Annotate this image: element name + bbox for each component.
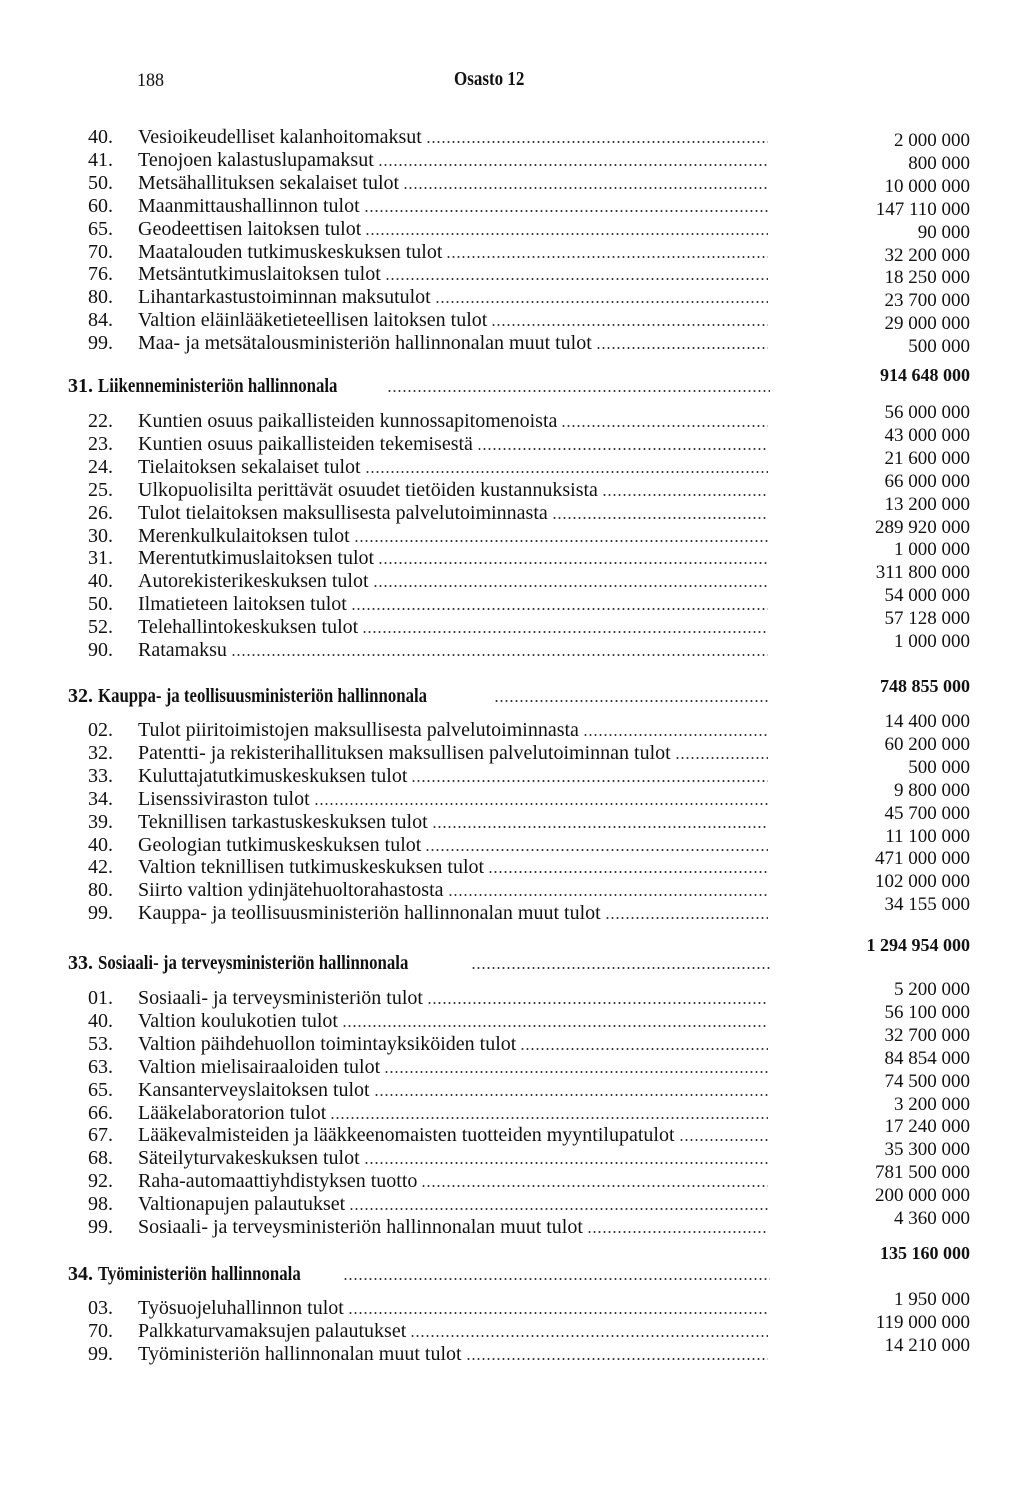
item-number: 42. xyxy=(88,856,113,879)
dot-leader xyxy=(587,1231,768,1233)
item-number: 99. xyxy=(88,332,113,355)
item-label: Kauppa- ja teollisuusministeriön hallinnonalan muut tulot xyxy=(138,902,601,925)
item-number: 40. xyxy=(88,833,113,856)
section-heading xyxy=(68,374,770,398)
list-item xyxy=(88,718,768,742)
section-number: 34. xyxy=(68,1263,93,1285)
item-number: 60. xyxy=(88,194,113,217)
dot-leader xyxy=(364,210,768,212)
list-item xyxy=(88,478,768,502)
item-number: 24. xyxy=(88,455,113,478)
item-number: 80. xyxy=(88,879,113,902)
list-item xyxy=(88,1169,768,1193)
section-heading xyxy=(68,684,770,708)
item-label: Kuntien osuus paikallisteiden kunnossapitomenoista xyxy=(138,410,558,432)
item-amount: 5 200 000 xyxy=(894,979,970,1000)
item-amount: 84 854 000 xyxy=(884,1047,970,1069)
item-number: 40. xyxy=(88,126,113,148)
item-number: 70. xyxy=(88,1319,113,1342)
list-item xyxy=(88,1146,768,1170)
item-amount: 3 200 000 xyxy=(894,1093,970,1115)
page-number: 188 xyxy=(137,70,165,91)
section-number: 31. xyxy=(68,375,93,397)
item-number: 76. xyxy=(88,263,113,286)
item-label: Merentutkimuslaitoksen tulot xyxy=(138,547,375,570)
dot-leader xyxy=(378,164,768,166)
item-amount: 60 200 000 xyxy=(884,733,970,755)
list-item xyxy=(88,409,768,433)
dot-leader xyxy=(343,1278,770,1280)
item-amount: 57 128 000 xyxy=(884,608,970,630)
item-amount: 9 800 000 xyxy=(894,779,970,801)
item-amount: 800 000 xyxy=(908,152,970,174)
item-number: 33. xyxy=(88,764,113,787)
item-label: Telehallintokeskuksen tulot xyxy=(138,616,359,639)
list-item xyxy=(88,1123,768,1147)
dot-leader xyxy=(342,1025,768,1027)
dot-leader xyxy=(373,585,768,587)
item-number: 80. xyxy=(88,286,113,309)
item-number: 40. xyxy=(88,1009,113,1032)
list-item xyxy=(88,524,768,548)
item-number: 99. xyxy=(88,1216,113,1238)
item-label: Patentti- ja rekisterihallituksen maksullisen palvelutoiminnan tulot xyxy=(138,741,671,764)
item-number: 66. xyxy=(88,1101,113,1124)
item-label: Palkkaturvamaksujen palautukset xyxy=(138,1319,407,1342)
dot-leader xyxy=(365,471,768,473)
item-amount: 29 000 000 xyxy=(884,313,970,335)
section-heading xyxy=(68,951,770,975)
item-label: Tielaitoksen sekalaiset tulot xyxy=(138,455,361,478)
list-item xyxy=(88,1055,768,1079)
item-label: Ratamaksu xyxy=(138,639,227,661)
item-number: 84. xyxy=(88,309,113,332)
item-label: Tenojoen kalastuslupamaksut xyxy=(138,148,374,171)
item-number: 39. xyxy=(88,810,113,833)
item-label: Valtion teknillisen tutkimuskeskuksen tulot xyxy=(138,856,485,879)
dot-leader xyxy=(596,347,768,349)
item-amount: 289 920 000 xyxy=(875,516,970,538)
dot-leader xyxy=(471,967,770,969)
list-item xyxy=(88,901,768,925)
item-number: 32. xyxy=(88,741,113,764)
item-number: 25. xyxy=(88,478,113,501)
item-number: 22. xyxy=(88,410,113,432)
dot-leader xyxy=(364,1162,768,1164)
dot-leader xyxy=(675,757,768,759)
item-number: 41. xyxy=(88,148,113,171)
section-total: 1 294 954 000 xyxy=(866,935,970,955)
item-amount: 500 000 xyxy=(908,336,970,358)
dot-leader xyxy=(410,1335,768,1337)
item-amount: 56 000 000 xyxy=(884,402,970,423)
item-amount: 1 000 000 xyxy=(894,539,970,561)
item-number: 52. xyxy=(88,616,113,639)
item-amount: 54 000 000 xyxy=(884,585,970,607)
dot-leader xyxy=(679,1139,768,1141)
dot-leader xyxy=(387,390,770,392)
dot-leader xyxy=(602,494,768,496)
dot-leader xyxy=(432,826,768,828)
item-number: 90. xyxy=(88,639,113,661)
dot-leader xyxy=(583,734,768,736)
list-item xyxy=(88,455,768,479)
item-amount: 35 300 000 xyxy=(884,1139,970,1161)
item-amount: 471 000 000 xyxy=(875,848,970,870)
item-number: 99. xyxy=(88,1342,113,1365)
dot-leader xyxy=(427,1002,768,1004)
dot-leader xyxy=(314,803,768,805)
dot-leader xyxy=(494,700,770,702)
item-label: Tulot tielaitoksen maksullisesta palvelutoiminnasta xyxy=(138,501,548,524)
list-item xyxy=(88,1342,768,1366)
item-label: Tulot piiritoimistojen maksullisesta palvelutoiminnasta xyxy=(138,719,579,741)
item-number: 40. xyxy=(88,570,113,593)
dot-leader xyxy=(384,1071,768,1073)
item-amount: 45 700 000 xyxy=(884,802,970,824)
dot-leader xyxy=(435,301,768,303)
item-number: 03. xyxy=(88,1297,113,1319)
item-amount: 11 100 000 xyxy=(885,825,970,847)
list-item xyxy=(88,432,768,456)
list-item xyxy=(88,833,768,857)
item-label: Valtion koulukotien tulot xyxy=(138,1009,338,1032)
list-item xyxy=(88,546,768,570)
item-label: Kuntien osuus paikallisteiden tekemisestä xyxy=(138,432,473,455)
dot-leader xyxy=(403,187,768,189)
list-item xyxy=(88,240,768,264)
item-label: Raha-automaattiyhdistyksen tuotto xyxy=(138,1170,418,1193)
item-number: 70. xyxy=(88,240,113,263)
list-item xyxy=(88,986,768,1010)
dot-leader xyxy=(374,1094,768,1096)
item-label: Ilmatieteen laitoksen tulot xyxy=(138,593,347,616)
page-title: Osasto 12 xyxy=(454,68,525,90)
list-item xyxy=(88,855,768,879)
dot-leader xyxy=(605,917,768,919)
dot-leader xyxy=(362,631,768,633)
section-number: 33. xyxy=(68,952,93,974)
item-amount: 66 000 000 xyxy=(884,470,970,492)
item-amount: 90 000 xyxy=(917,221,970,243)
item-amount: 74 500 000 xyxy=(884,1070,970,1092)
item-number: 92. xyxy=(88,1170,113,1193)
item-label: Ulkopuolisilta perittävät osuudet tietöiden kustannuksista xyxy=(138,478,598,501)
section-title: Sosiaali- ja terveysministeriön hallinnonala xyxy=(98,952,409,974)
section-total: 914 648 000 xyxy=(880,365,970,385)
item-amount: 311 800 000 xyxy=(875,562,970,584)
dot-leader xyxy=(448,894,768,896)
list-item xyxy=(88,787,768,811)
item-amount: 1 950 000 xyxy=(894,1289,970,1310)
item-label: Lihantarkastustoiminnan maksutulot xyxy=(138,286,431,309)
item-label: Vesioikeudelliset kalanhoitomaksut xyxy=(138,126,422,148)
item-label: Valtion päihdehuollon toimintayksiköiden tulot xyxy=(138,1032,517,1055)
item-number: 34. xyxy=(88,787,113,810)
item-label: Työministeriön hallinnonalan muut tulot xyxy=(138,1342,462,1365)
dot-leader xyxy=(426,141,768,143)
item-label: Lisenssiviraston tulot xyxy=(138,787,310,810)
item-amount: 102 000 000 xyxy=(875,871,970,893)
dot-leader xyxy=(561,425,768,427)
list-item xyxy=(88,1215,768,1239)
list-item xyxy=(88,1296,768,1320)
dot-leader xyxy=(477,448,768,450)
list-item xyxy=(88,764,768,788)
list-item xyxy=(88,501,768,525)
item-amount: 10 000 000 xyxy=(884,175,970,197)
list-item xyxy=(88,638,768,662)
list-item xyxy=(88,331,768,355)
item-number: 30. xyxy=(88,524,113,547)
item-label: Teknillisen tarkastuskeskuksen tulot xyxy=(138,810,428,833)
item-amount: 34 155 000 xyxy=(884,894,970,916)
item-amount: 119 000 000 xyxy=(875,1311,970,1333)
list-item xyxy=(88,308,768,332)
item-number: 50. xyxy=(88,171,113,194)
item-number: 65. xyxy=(88,1078,113,1101)
item-amount: 500 000 xyxy=(908,756,970,778)
item-number: 63. xyxy=(88,1055,113,1078)
dot-leader xyxy=(354,540,768,542)
item-label: Metsäntutkimuslaitoksen tulot xyxy=(138,263,381,286)
item-label: Kansanterveyslaitoksen tulot xyxy=(138,1078,370,1101)
item-number: 53. xyxy=(88,1032,113,1055)
list-item xyxy=(88,810,768,834)
dot-leader xyxy=(330,1117,768,1119)
item-number: 02. xyxy=(88,719,113,741)
dot-leader xyxy=(385,278,768,280)
item-number: 23. xyxy=(88,432,113,455)
item-label: Maanmittaushallinnon tulot xyxy=(138,194,360,217)
dot-leader xyxy=(421,1185,768,1187)
dot-leader xyxy=(365,233,768,235)
item-label: Lääkelaboratorion tulot xyxy=(138,1101,327,1124)
list-item xyxy=(88,285,768,309)
list-item xyxy=(88,1101,768,1125)
item-label: Geodeettisen laitoksen tulot xyxy=(138,217,362,240)
list-item xyxy=(88,1192,768,1216)
item-label: Metsähallituksen sekalaiset tulot xyxy=(138,171,400,194)
item-amount: 43 000 000 xyxy=(884,424,970,446)
dot-leader xyxy=(378,562,768,564)
item-label: Valtion mielisairaaloiden tulot xyxy=(138,1055,381,1078)
dot-leader xyxy=(425,849,768,851)
list-item xyxy=(88,569,768,593)
list-item xyxy=(88,217,768,241)
dot-leader xyxy=(446,256,768,258)
section-title: Liikenneministeriön hallinnonala xyxy=(98,375,338,397)
item-number: 68. xyxy=(88,1147,113,1170)
dot-leader xyxy=(411,780,768,782)
section-total: 135 160 000 xyxy=(880,1243,970,1263)
section-number: 32. xyxy=(68,685,93,707)
list-item xyxy=(88,1078,768,1102)
item-number: 31. xyxy=(88,547,113,570)
item-label: Lääkevalmisteiden ja lääkkeenomaisten tuotteiden myyntilupatulot xyxy=(138,1124,675,1147)
item-label: Säteilyturvakeskuksen tulot xyxy=(138,1147,360,1170)
dot-leader xyxy=(349,1208,768,1210)
item-amount: 17 240 000 xyxy=(884,1116,970,1138)
item-number: 67. xyxy=(88,1124,113,1147)
section-heading xyxy=(68,1262,770,1286)
item-amount: 23 700 000 xyxy=(884,290,970,312)
dot-leader xyxy=(231,654,768,656)
item-number: 99. xyxy=(88,902,113,925)
dot-leader xyxy=(552,517,768,519)
section-total: 748 855 000 xyxy=(880,676,970,696)
item-amount: 14 210 000 xyxy=(884,1334,970,1356)
item-label: Geologian tutkimuskeskuksen tulot xyxy=(138,833,422,856)
item-amount: 32 200 000 xyxy=(884,244,970,266)
item-amount: 21 600 000 xyxy=(884,447,970,469)
item-label: Merenkulkulaitoksen tulot xyxy=(138,524,350,547)
item-label: Valtionapujen palautukset xyxy=(138,1193,346,1216)
list-item xyxy=(88,1009,768,1033)
dot-leader xyxy=(488,871,768,873)
list-item xyxy=(88,615,768,639)
item-amount: 13 200 000 xyxy=(884,493,970,515)
item-amount: 32 700 000 xyxy=(884,1024,970,1046)
dot-leader xyxy=(466,1358,768,1360)
list-item xyxy=(88,171,768,195)
list-item xyxy=(88,1319,768,1343)
item-label: Autorekisterikeskuksen tulot xyxy=(138,570,369,593)
item-amount: 56 100 000 xyxy=(884,1001,970,1023)
item-amount: 200 000 000 xyxy=(875,1185,970,1207)
item-number: 50. xyxy=(88,593,113,616)
item-label: Maatalouden tutkimuskeskuksen tulot xyxy=(138,240,443,263)
item-amount: 2 000 000 xyxy=(894,130,970,151)
dot-leader xyxy=(520,1048,768,1050)
item-number: 65. xyxy=(88,217,113,240)
list-item xyxy=(88,194,768,218)
section-title: Työministeriön hallinnonala xyxy=(98,1263,301,1285)
item-label: Maa- ja metsätalousministeriön hallinnonalan muut tulot xyxy=(138,332,592,355)
list-item xyxy=(88,148,768,172)
item-amount: 1 000 000 xyxy=(894,631,970,652)
item-label: Valtion eläinlääketieteellisen laitoksen tulot xyxy=(138,309,488,332)
dot-leader xyxy=(491,324,768,326)
item-amount: 781 500 000 xyxy=(875,1162,970,1184)
dot-leader xyxy=(351,608,768,610)
item-amount: 18 250 000 xyxy=(884,267,970,289)
item-number: 98. xyxy=(88,1193,113,1216)
item-amount: 147 110 000 xyxy=(875,198,970,220)
item-amount: 4 360 000 xyxy=(894,1208,970,1229)
dot-leader xyxy=(348,1312,768,1314)
item-label: Sosiaali- ja terveysministeriön tulot xyxy=(138,987,423,1009)
list-item xyxy=(88,878,768,902)
item-amount: 14 400 000 xyxy=(884,711,970,732)
list-item xyxy=(88,125,768,149)
item-number: 26. xyxy=(88,501,113,524)
section-title: Kauppa- ja teollisuusministeriön hallinnonala xyxy=(98,685,428,707)
item-label: Sosiaali- ja terveysministeriön hallinnonalan muut tulot xyxy=(138,1216,583,1238)
item-number: 01. xyxy=(88,987,113,1009)
list-item xyxy=(88,262,768,286)
item-label: Kuluttajatutkimuskeskuksen tulot xyxy=(138,764,408,787)
list-item xyxy=(88,1032,768,1056)
list-item xyxy=(88,592,768,616)
list-item xyxy=(88,741,768,765)
item-label: Siirto valtion ydinjätehuoltorahastosta xyxy=(138,879,444,902)
item-label: Työsuojeluhallinnon tulot xyxy=(138,1297,344,1319)
